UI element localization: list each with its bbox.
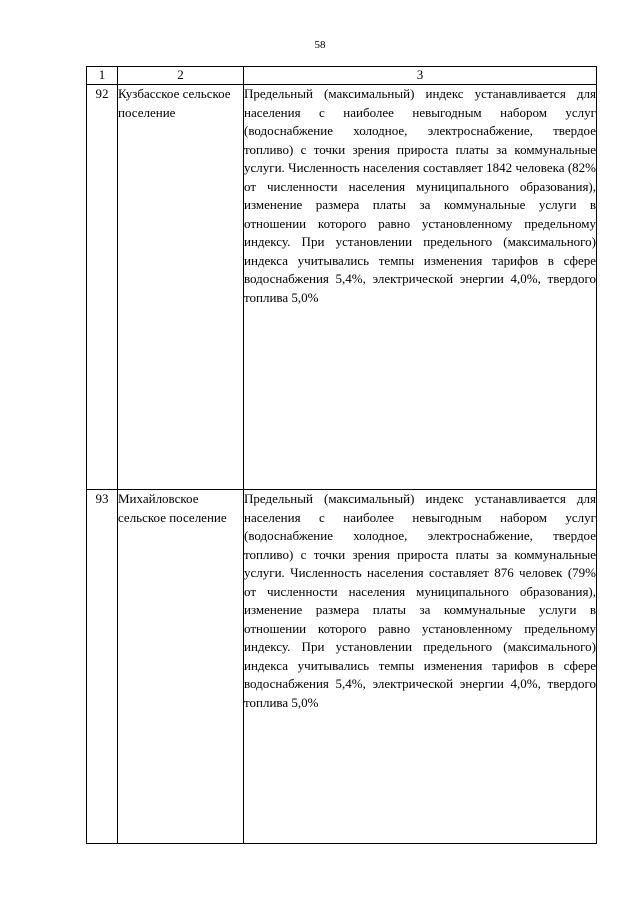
index-description: Предельный (максимальный) индекс устанавливается для населения с наиболее невыгодным набором услуг (водоснабжение холодное, электроснабжение, твердое топливо) с точки зрения прироста платы за коммунальные услуги. Численность населения составляет 876 человек (79% от численности населения муниципального образования), изменение размера платы за коммунальные услуги в отношении которого равно установленному предельному индексу. При установлении предельного (максимального) индекса учитывались темпы изменения тарифов в сфере водоснабжения 5,4%, электрической энергии 4,0%, твердого топлива 5,0% [244, 490, 597, 844]
settlement-name: Кузбасское сельское поселение [118, 85, 244, 490]
header-col-1: 1 [87, 67, 118, 85]
table-row [87, 85, 597, 490]
settlement-name: Михайловское сельское поселение [118, 490, 244, 844]
row-number: 93 [87, 490, 118, 844]
header-col-2: 2 [118, 67, 244, 85]
row-number: 92 [87, 85, 118, 490]
tariff-index-table [86, 66, 597, 844]
table-header-row [87, 67, 597, 85]
index-description: Предельный (максимальный) индекс устанавливается для населения с наиболее невыгодным набором услуг (водоснабжение холодное, электроснабжение, твердое топливо) с точки зрения прироста платы за коммунальные услуги. Численность населения составляет 1842 человека (82% от численности населения муниципального образования), изменение размера платы за коммунальные услуги в отношении которого равно установленному предельному индексу. При установлении предельного (максимального) индекса учитывались темпы изменения тарифов в сфере водоснабжения 5,4%, электрической энергии 4,0%, твердого топлива 5,0% [244, 85, 597, 490]
page-number: 58 [314, 39, 326, 51]
header-col-3: 3 [244, 67, 597, 85]
table-row [87, 490, 597, 844]
